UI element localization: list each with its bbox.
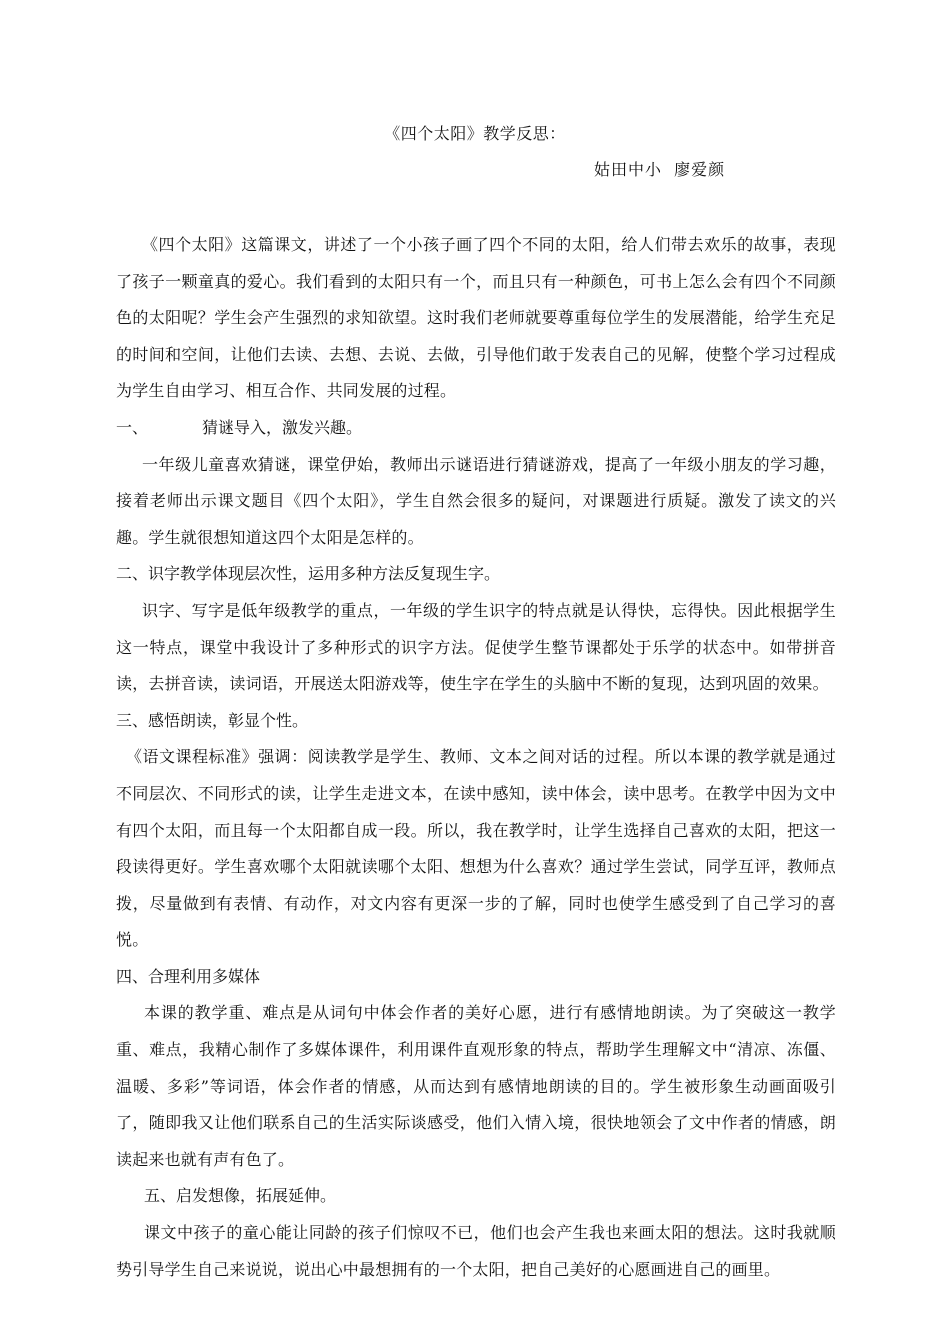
section-paragraph-2: 识字、写字是低年级教学的重点，一年级的学生识字的特点就是认得快，忘得快。因此根据学生这一特点，课堂中我设计了多种形式的识字方法。促使学生整节课都处于乐学的状态中。如带拼音读，去拼音读，读词语，开展送太阳游戏等，使生字在学生的头脑中不断的复现，达到巩固的效果。 xyxy=(116,600,836,694)
section-paragraph-1: 一年级儿童喜欢猜谜，课堂伊始，教师出示谜语进行猜谜游戏，提高了一年级小朋友的学习趣，接着老师出示课文题目《四个太阳》，学生自然会很多的疑问，对课题进行质疑。激发了读文的兴趣。学生就很想知道这四个太阳是怎样的。 xyxy=(116,454,836,547)
section-number: 二、 xyxy=(116,564,149,584)
section-paragraph-5: 课文中孩子的童心能让同龄的孩子们惊叹不已，他们也会产生我也来画太阳的想法。这时我就顺势引导学生自己来说说，说出心中最想拥有的一个太阳，把自己美好的心愿画进自己的画里。 xyxy=(116,1223,836,1279)
section-heading-text: 启发想像，拓展延伸。 xyxy=(176,1186,337,1206)
section-number: 一、 xyxy=(116,417,149,437)
section-paragraph-4: 本课的教学重、难点是从词句中体会作者的美好心愿，进行有感情地朗读。为了突破这一教学重、难点，我精心制作了多媒体课件，利用课件直观形象的特点，帮助学生理解文中“清凉、冻僵、温暖、多彩”等词语，体会作者的情感，从而达到有感情地朗读的目的。学生被形象生动画面吸引了，随即我又让他们联系自己的生活实际谈感受，他们入情入境，很快地领会了文中作者的情感，朗读起来也就有声有色了。 xyxy=(116,1003,836,1169)
section-paragraph-3: 《语文课程标准》强调：阅读教学是学生、教师、文本之间对话的过程。所以本课的教学就是通过不同层次、不同形式的读，让学生走进文本，在读中感知，读中体会，读中思考。在教学中因为文中有四个太阳，而且每一个太阳都自成一段。所以，我在教学时，让学生选择自己喜欢的太阳，把这一段读得更好。学生喜欢哪个太阳就读哪个太阳、想想为什么喜欢？通过学生尝试，同学互评，教师点拨，尽量做到有表情、有动作，对文内容有更深一步的了解，同时也使学生感受到了自己学习的喜悦。 xyxy=(116,747,836,950)
section-number: 四、 xyxy=(116,966,149,986)
document-body xyxy=(116,227,836,1288)
intro-paragraph: 《四个太阳》这篇课文，讲述了一个小孩子画了四个不同的太阳，给人们带去欢乐的故事，表现了孩子一颗童真的爱心。我们看到的太阳只有一个，而且只有一种颜色，可书上怎么会有四个不同颜色的太阳呢？学生会产生强烈的求知欲望。这时我们老师就要尊重每位学生的发展潜能，给学生充足的时间和空间，让他们去读、去想、去说、去做，引导他们敢于发表自己的见解，使整个学习过程成为学生自由学习、相互合作、共同发展的过程。 xyxy=(116,235,836,401)
section-heading-3 xyxy=(116,703,836,740)
section-heading-text: 合理利用多媒体 xyxy=(148,966,261,986)
section-heading-text: 识字教学体现层次性，运用多种方法反复现生字。 xyxy=(148,564,501,584)
section-heading-5 xyxy=(116,1178,836,1215)
author-line: 姑田中小 廖爱颜 xyxy=(594,160,726,179)
section-heading-4 xyxy=(116,959,836,996)
section-heading-text: 猜谜导入，激发兴趣。 xyxy=(202,417,363,437)
section-heading-1 xyxy=(116,410,836,447)
document-title: 《四个太阳》教学反思： xyxy=(384,124,566,143)
section-number: 五、 xyxy=(144,1186,177,1206)
section-heading-text: 感悟朗读，彰显个性。 xyxy=(148,710,309,730)
section-heading-2 xyxy=(116,556,836,593)
section-number: 三、 xyxy=(116,710,149,730)
